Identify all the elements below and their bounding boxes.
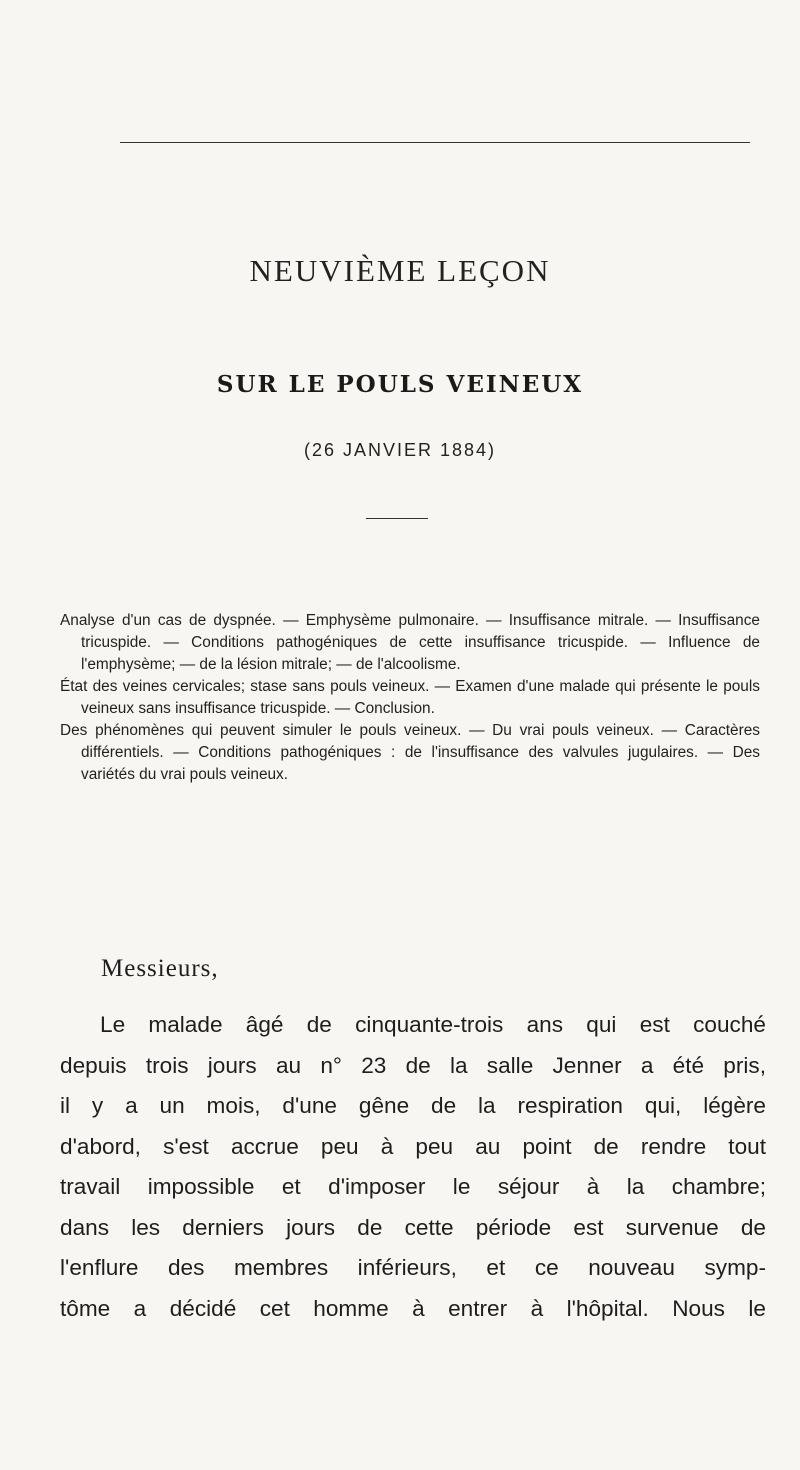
- text-line: l'enflure des membres inférieurs, et ce nouveau symp-: [60, 1255, 766, 1280]
- separator-rule: [366, 518, 428, 519]
- text-line: il y a un mois, d'une gêne de la respiration qui, légère: [60, 1093, 766, 1118]
- top-rule: [120, 142, 750, 143]
- summary-paragraph: État des veines cervicales; stase sans pouls veineux. — Examen d'une malade qui présente le pouls veineux sans insuffisance tricuspide. — Conclusion.: [60, 678, 760, 717]
- text-line: depuis trois jours au n° 23 de la salle Jenner a été pris,: [60, 1052, 766, 1078]
- text-line: Le malade âgé de cinquante-trois ans qui est couché: [100, 1012, 766, 1037]
- summary-paragraph: Des phénomènes qui peuvent simuler le pouls veineux. — Du vrai pouls veineux. — Caractères différentiels. — Conditions pathogéniques : de l'insuffisance des valvules jugulaires. — Des variétés du vrai pouls veineux.: [60, 722, 760, 783]
- lesson-subtitle: SUR LE POULS VEINEUX: [216, 371, 584, 398]
- text-line: dans les derniers jours de cette période est survenue de: [60, 1214, 766, 1240]
- summary-paragraph: Analyse d'un cas de dyspnée. — Emphysème pulmonaire. — Insuffisance mitrale. — Insuffisance tricuspide. — Conditions pathogéniques de cette insuffisance tricuspide. — Influence de l'emphysème; — de la lésion mitrale; — de l'alcoolisme.: [60, 612, 760, 673]
- greeting: Messieurs,: [101, 955, 219, 982]
- lesson-title: NEUVIÈME LEÇON: [249, 253, 551, 288]
- text-line: tôme a décidé cet homme à entrer à l'hôpital. Nous le: [60, 1295, 766, 1321]
- text-line: travail impossible et d'imposer le séjour à la chambre;: [60, 1174, 766, 1199]
- text-line: d'abord, s'est accrue peu à peu au point de rendre tout: [60, 1133, 766, 1159]
- lesson-date: (26 JANVIER 1884): [303, 440, 497, 460]
- lesson-summary: [60, 610, 760, 786]
- body-text: [60, 1005, 766, 1329]
